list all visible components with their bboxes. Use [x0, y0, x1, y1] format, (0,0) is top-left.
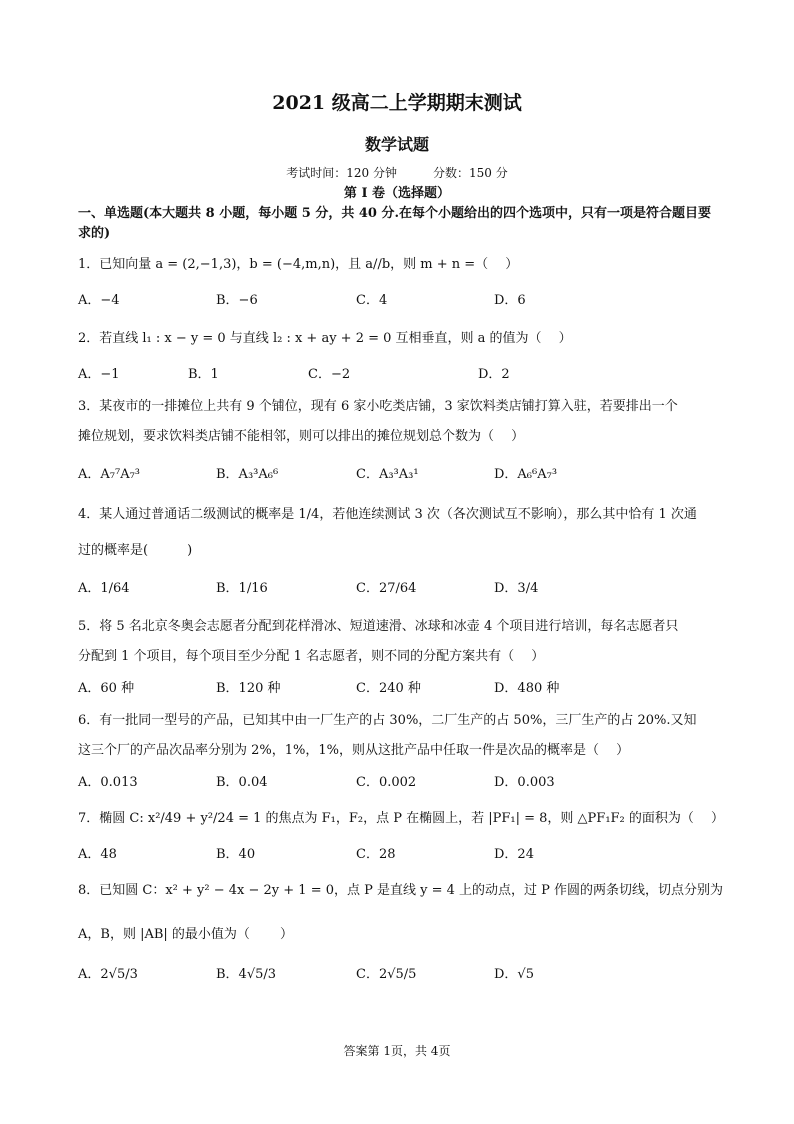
exam-info	[0, 164, 794, 181]
q3-option-d: D．A₆⁶A₇³	[494, 467, 558, 482]
question-6-stem-line1: 6．有一批同一型号的产品，已知其中由一厂生产的占 30%，二厂生产的占 50%，三厂生产的占 20%.又知	[78, 713, 697, 728]
q3-option-c: C．A₃³A₃¹	[356, 467, 419, 482]
q7-option-c: C．28	[356, 847, 396, 862]
q4-option-c: C．27/64	[356, 581, 417, 596]
q6-option-d: D．0.003	[494, 775, 555, 790]
question-2-stem: 2．若直线 l₁ : x − y = 0 与直线 l₂ : x + ay + 2 = 0 互相垂直，则 a 的值为（ ）	[78, 331, 572, 346]
q8-option-d: D．√5	[494, 967, 534, 982]
q2-option-b: B．1	[188, 367, 219, 382]
q7-option-d: D．24	[494, 847, 534, 862]
q2-option-c: C．−2	[308, 367, 351, 382]
section-heading: 一、单选题(本大题共 8 小题，每小题 5 分，共 40 分.在每个小题给出的四个选项中，只有一项是符合题目要求的)	[78, 206, 712, 241]
q8-option-a: A．2√5/3	[78, 967, 138, 982]
question-8-stem-line2: A，B，则 |AB| 的最小值为（ ）	[78, 927, 294, 942]
q6-option-b: B．0.04	[216, 775, 268, 790]
page-footer: 答案第 1页，共 4页	[343, 1044, 451, 1058]
q5-option-b: B．120 种	[216, 681, 281, 696]
question-6-stem-line2: 这三个厂的产品次品率分别为 2%，1%，1%，则从这批产品中任取一件是次品的概率是（ ）	[78, 743, 630, 758]
q6-option-c: C．0.002	[356, 775, 417, 790]
part-heading: 第 I 卷（选择题）	[343, 186, 451, 201]
q7-option-a: A．48	[78, 847, 117, 862]
question-3-stem-line2: 摊位规划，要求饮料类店铺不能相邻，则可以排出的摊位规划总个数为（ ）	[78, 429, 525, 444]
question-1-stem: 1．已知向量 a = (2,−1,3)，b = (−4,m,n)，且 a//b，则 m + n =（ ）	[78, 257, 519, 272]
question-8-stem-line1: 8．已知圆 C：x² + y² − 4x − 2y + 1 = 0，点 P 是直线 y = 4 上的动点，过 P 作圆的两条切线，切点分别为	[78, 883, 724, 898]
q3-option-a: A．A₇⁷A₇³	[78, 467, 141, 482]
q8-option-c: C．2√5/5	[356, 967, 417, 982]
q2-option-a: A．−1	[78, 367, 120, 382]
q1-option-c: C．4	[356, 293, 388, 308]
question-5-stem-line2: 分配到 1 个项目，每个项目至少分配 1 名志愿者，则不同的分配方案共有（ ）	[78, 649, 545, 664]
q4-option-a: A．1/64	[78, 581, 130, 596]
q5-option-a: A．60 种	[78, 681, 135, 696]
q5-option-c: C．240 种	[356, 681, 421, 696]
q5-option-d: D．480 种	[494, 681, 560, 696]
q3-option-b: B．A₃³A₆⁶	[216, 467, 279, 482]
question-7-stem: 7．椭圆 C: x²/49 + y²/24 = 1 的焦点为 F₁，F₂，点 P 在椭圆上，若 |PF₁| = 8，则 △PF₁F₂ 的面积为（ ）	[78, 811, 725, 826]
exam-time: 考试时间：120 分钟	[286, 166, 397, 180]
q8-option-b: B．4√5/3	[216, 967, 277, 982]
exam-score: 分数：150 分	[433, 166, 508, 180]
q1-option-d: D．6	[494, 293, 526, 308]
exam-subtitle: 数学试题	[364, 135, 429, 154]
q1-option-a: A．−4	[78, 293, 120, 308]
q4-option-d: D．3/4	[494, 581, 539, 596]
q6-option-a: A．0.013	[78, 775, 138, 790]
question-5-stem-line1: 5．将 5 名北京冬奥会志愿者分配到花样滑冰、短道速滑、冰球和冰壶 4 个项目进行培训，每名志愿者只	[78, 619, 679, 634]
question-4-stem-line1: 4．某人通过普通话二级测试的概率是 1/4，若他连续测试 3 次（各次测试互不影响），那么其中恰有 1 次通	[78, 507, 697, 522]
q2-option-d: D．2	[478, 367, 510, 382]
q4-option-b: B．1/16	[216, 581, 268, 596]
question-3-stem-line1: 3．某夜市的一排摊位上共有 9 个铺位，现有 6 家小吃类店铺，3 家饮料类店铺打算入驻，若要排出一个	[78, 399, 678, 414]
question-4-stem-line2: 过的概率是( )	[78, 543, 193, 558]
q1-option-b: B．−6	[216, 293, 258, 308]
exam-title: 2021 级高二上学期期末测试	[272, 92, 522, 114]
q7-option-b: B．40	[216, 847, 256, 862]
